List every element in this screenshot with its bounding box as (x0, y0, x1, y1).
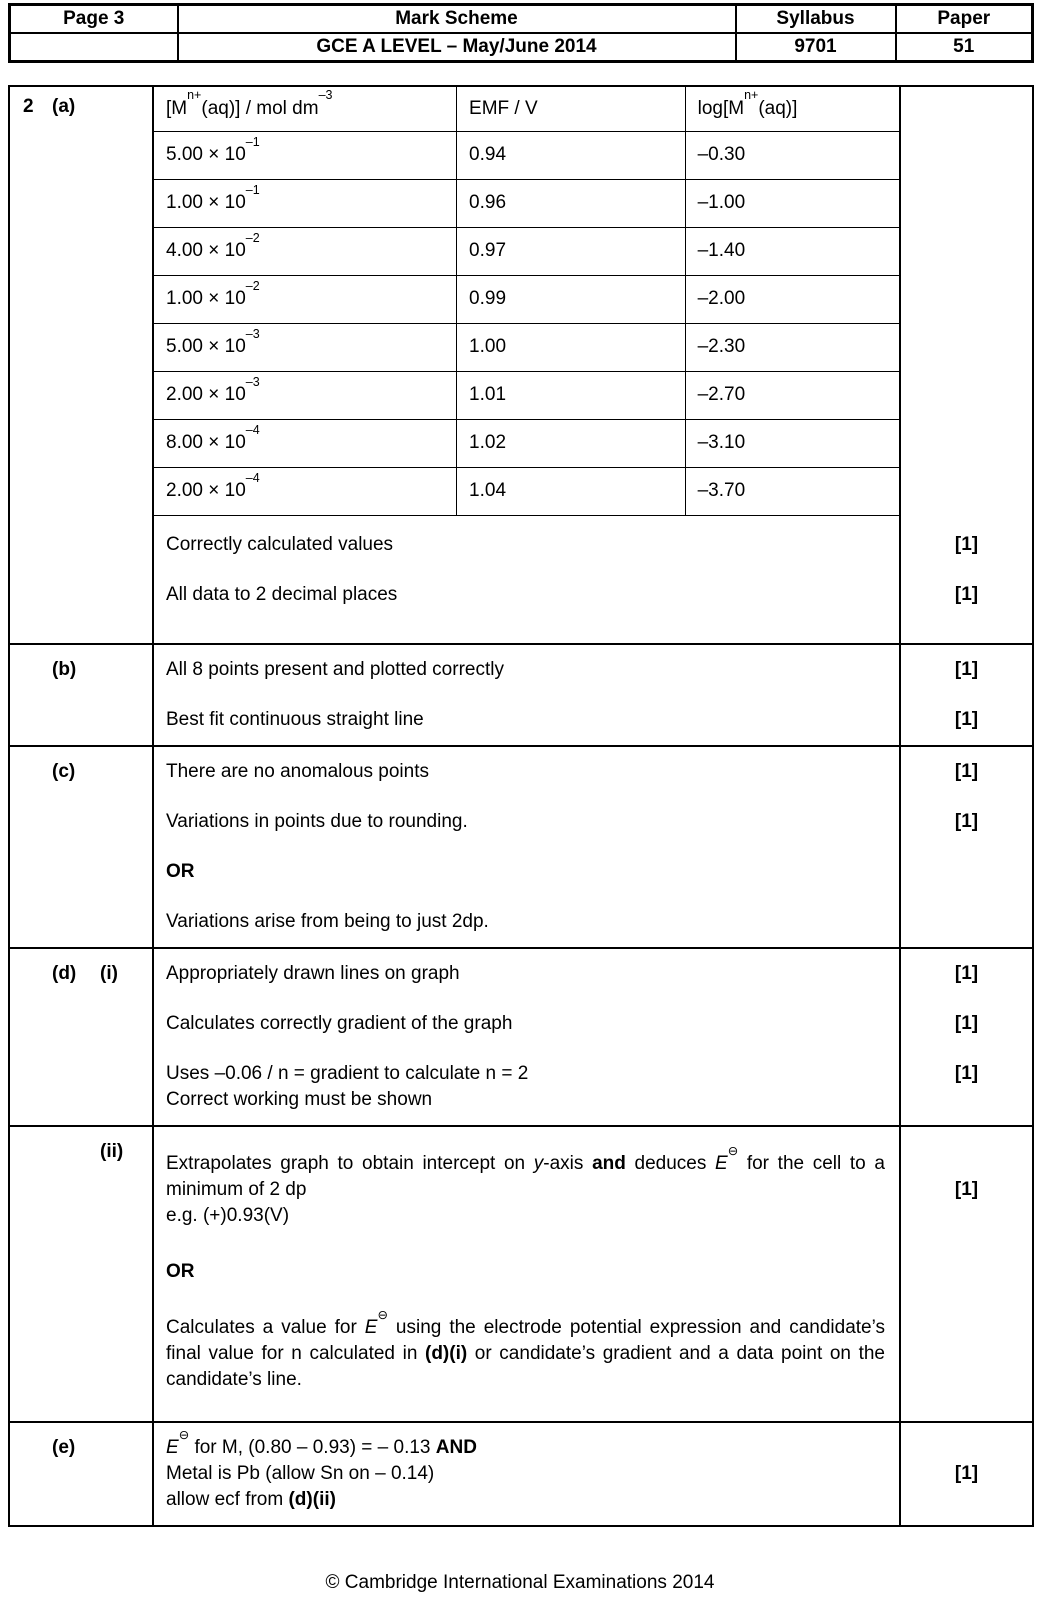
results-data-row (154, 371, 901, 419)
mark-point-text: Calculates a value for E⊖ using the electrode potential expression and candidate’s final value for n calculated in (d)(i) or candidate’s gradient and a data point on the candidate’s line. (166, 1307, 885, 1390)
marks-column-divider (899, 645, 901, 745)
header-syllabus-label: Syllabus (736, 5, 896, 34)
marks-column-divider (899, 87, 901, 643)
results-cell: 1.01 (457, 371, 686, 419)
question-subpart (100, 1435, 152, 1525)
question-number: 2 (23, 96, 34, 117)
results-cell: 0.97 (457, 227, 686, 275)
question-number (10, 759, 52, 947)
mark-scheme-table (8, 85, 1034, 1527)
results-cell: –1.00 (685, 179, 901, 227)
question-subpart (100, 759, 152, 947)
results-cell: 0.94 (457, 131, 686, 179)
question-subpart (100, 657, 152, 745)
question-subpart: (i) (100, 963, 118, 984)
header-page-number: Page 3 (10, 5, 178, 34)
results-cell: $8.00 \times 10^{-4}$ (154, 419, 457, 467)
header-exam-session: GCE A LEVEL – May/June 2014 (178, 33, 736, 62)
mark-value: [1] (954, 709, 979, 730)
question-part: (d) (52, 963, 77, 984)
header-empty-cell (10, 33, 178, 62)
header-document-title: Mark Scheme (178, 5, 736, 34)
mark-point-text: Calculates correctly gradient of the graph (166, 1013, 513, 1034)
question-subpart: (ii) (100, 1141, 124, 1162)
answer-cell (154, 1127, 1032, 1421)
mark-value: [1] (954, 1013, 979, 1034)
marks-column-divider (899, 747, 901, 947)
mark-scheme-row-ii (10, 1125, 1032, 1421)
results-cell: 1.04 (457, 467, 686, 515)
mark-value: [1] (954, 1179, 979, 1200)
mark-value: [1] (954, 1463, 979, 1484)
results-table (154, 87, 901, 516)
header-paper-value: 51 (896, 33, 1033, 62)
mark-point-text: Variations arise from being to just 2dp. (166, 911, 489, 932)
header-row-1 (10, 5, 1033, 34)
question-number (10, 1139, 52, 1421)
mark-value: [1] (954, 761, 979, 782)
header-row-2 (10, 33, 1033, 62)
mark-scheme-row-2a (10, 87, 1032, 643)
results-cell: $2.00 \times 10^{-4}$ (154, 467, 457, 515)
question-label-cell (10, 87, 154, 643)
results-cell: –3.10 (685, 419, 901, 467)
question-number (10, 1435, 52, 1525)
results-cell: $2.00 \times 10^{-3}$ (154, 371, 457, 419)
results-cell: 1.00 (457, 323, 686, 371)
mark-point-text: There are no anomalous points (166, 761, 429, 782)
question-label-cell (10, 1423, 154, 1525)
results-tbody (154, 87, 901, 515)
mark-point-text: Appropriately drawn lines on graph (166, 963, 460, 984)
results-data-row (154, 227, 901, 275)
mark-point-text: Variations in points due to rounding. (166, 811, 468, 832)
answer-cell (154, 645, 1032, 745)
answer-cell (154, 949, 1032, 1125)
marks-column-divider (899, 949, 901, 1125)
results-data-row (154, 275, 901, 323)
results-cell: $1.00 \times 10^{-1}$ (154, 179, 457, 227)
mark-value: [1] (954, 811, 979, 832)
mark-point-text: All data to 2 decimal places (166, 583, 398, 605)
marks-column-divider (899, 1423, 901, 1525)
mark-point-text: Extrapolates graph to obtain intercept on y-axis and deduces E⊖ for the cell to a minimum of 2 dp e.g. (+)0.93(V) (166, 1143, 885, 1226)
results-col-header: EMF / V (457, 87, 686, 131)
mark-point-text: Correctly calculated values (166, 533, 394, 555)
question-part (52, 1139, 100, 1421)
question-label-cell (10, 645, 154, 745)
question-part: (a) (52, 96, 76, 117)
question-label-cell (10, 747, 154, 947)
header-table (8, 3, 1034, 63)
answer-cell (154, 747, 1032, 947)
question-label-cell (10, 949, 154, 1125)
mark-scheme-row-b (10, 643, 1032, 745)
mark-scheme-row-di (10, 947, 1032, 1125)
question-number (10, 961, 52, 1125)
results-col-header: $[M^{n+}(aq)]$ / mol $dm^{-3}$ (154, 87, 457, 131)
results-cell: –2.30 (685, 323, 901, 371)
mark-point-text: OR (166, 1261, 195, 1282)
mark-value: [1] (954, 659, 979, 680)
question-subpart (100, 94, 152, 643)
results-cell: –2.00 (685, 275, 901, 323)
mark-value: [1] (954, 533, 979, 555)
results-data-row (154, 323, 901, 371)
mark-point-text: E⊖ for M, (0.80 – 0.93) = – 0.13 AND Metal is Pb (allow Sn on – 0.14) allow ecf from (d)(ii) (166, 1427, 477, 1510)
results-cell: –2.70 (685, 371, 901, 419)
question-part: (e) (52, 1437, 76, 1458)
marks-column-divider (899, 1127, 901, 1421)
question-part: (c) (52, 761, 76, 782)
question-label-cell (10, 1127, 154, 1421)
mark-point-text: OR (166, 861, 195, 882)
results-col-header: $\log[M^{n+}(aq)]$ (685, 87, 901, 131)
mark-value: [1] (954, 963, 979, 984)
mark-value: [1] (954, 583, 979, 605)
results-cell: 1.02 (457, 419, 686, 467)
mark-value: [1] (954, 1063, 979, 1084)
question-number (10, 657, 52, 745)
mark-scheme-row-e (10, 1421, 1032, 1525)
header-paper-label: Paper (896, 5, 1033, 34)
mark-scheme-row-c (10, 745, 1032, 947)
mark-point-text: Uses –0.06 / n = gradient to calculate n = 2 Correct working must be shown (166, 1063, 529, 1110)
results-data-row (154, 179, 901, 227)
answer-cell (154, 1423, 1032, 1525)
results-data-row (154, 131, 901, 179)
results-data-row (154, 419, 901, 467)
results-cell: 0.96 (457, 179, 686, 227)
results-cell: $4.00 \times 10^{-2}$ (154, 227, 457, 275)
results-cell: $5.00 \times 10^{-1}$ (154, 131, 457, 179)
results-cell: 0.99 (457, 275, 686, 323)
mark-point-text: Best fit continuous straight line (166, 709, 424, 730)
answer-cell (154, 87, 1032, 643)
results-data-row (154, 467, 901, 515)
results-cell: $5.00 \times 10^{-3}$ (154, 323, 457, 371)
results-cell: –3.70 (685, 467, 901, 515)
question-part: (b) (52, 659, 77, 680)
results-cell: –0.30 (685, 131, 901, 179)
header-syllabus-value: 9701 (736, 33, 896, 62)
results-cell: –1.40 (685, 227, 901, 275)
footer-copyright: © Cambridge International Examinations 2014 (325, 1572, 715, 1593)
mark-point-text: All 8 points present and plotted correctly (166, 659, 504, 680)
results-cell: $1.00 \times 10^{-2}$ (154, 275, 457, 323)
results-header-row (154, 87, 901, 131)
